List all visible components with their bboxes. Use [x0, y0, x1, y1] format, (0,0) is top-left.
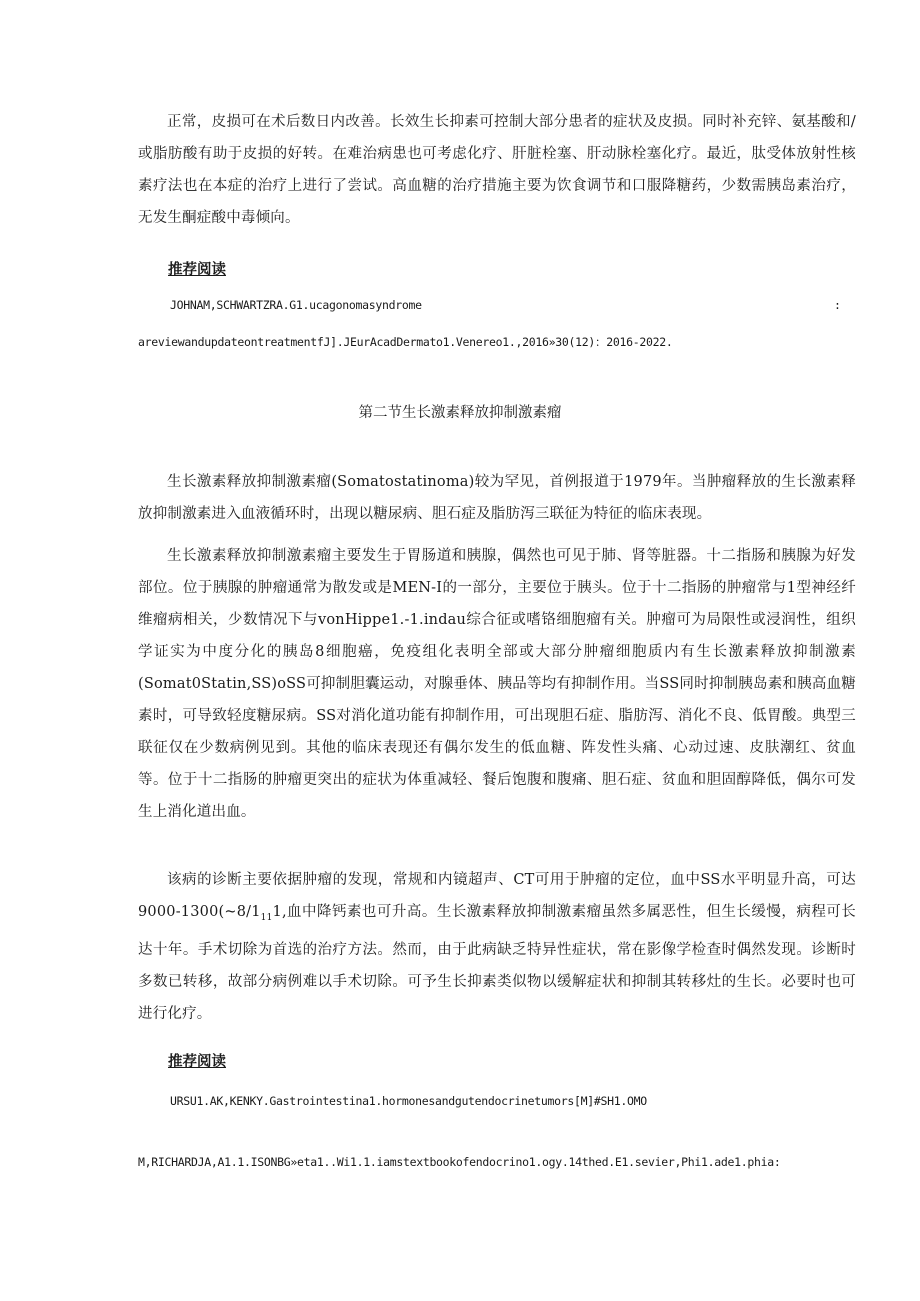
reference-2-line-1: URSU1.AK,KENKY.Gastrointestina1.hormonesandgutendocrinetumors[M]#SH1.OMO [170, 1094, 647, 1108]
paragraph-diagnosis-subscript: 11 [260, 912, 273, 923]
paragraph-diagnosis [138, 864, 856, 1030]
reference-1-line-1: JOHNAM,SCHWARTZRA.G1.ucagonomasyndrome [170, 298, 422, 312]
paragraph-diagnosis-part-b: 1,血中降钙素也可升高。生长激素释放抑制激素瘤虽然多属恶性，但生长缓慢，病程可长达十年。手术切除为首选的治疗方法。然而，由于此病缺乏特异性症状，常在影像学检查时偶然发现。诊断时多数已转移，故部分病例难以手术切除。可予生长抑素类似物以缓解症状和抑制其转移灶的生长。必要时也可进行化疗。 [138, 904, 856, 1022]
paragraph-pathology: 生长激素释放抑制激素瘤主要发生于胃肠道和胰腺，偶然也可见于肺、肾等脏器。十二指肠和胰腺为好发部位。位于胰腺的肿瘤通常为散发或是MEN-I的一部分，主要位于胰头。位于十二指肠的肿瘤常与1型神经纤维瘤病相关，少数情况下与vonHippe1.-1.indau综合征或嗜铬细胞瘤有关。肿瘤可为局限性或浸润性，组织学证实为中度分化的胰岛8细胞癌，免疫组化表明全部或大部分肿瘤细胞质内有生长激素释放抑制激素(Somat0Statin,SS)oSS可抑制胆囊运动，对腺垂体、胰品等均有抑制作用。当SS同时抑制胰岛素和胰高血糖素时，可导致轻度糖尿病。SS对消化道功能有抑制作用，可出现胆石症、脂肪泻、消化不良、低胃酸。典型三联征仅在少数病例见到。其他的临床表现还有偶尔发生的低血糖、阵发性头痛、心动过速、皮肤潮红、贫血等。位于十二指肠的肿瘤更突出的症状为体重减轻、餐后饱腹和腹痛、胆石症、贫血和胆固醇降低，偶尔可发生上消化道出血。 [138, 548, 856, 820]
reference-1-line-2: areviewandupdateontreatmentfJ].JEurAcadDermato1.Venereo1.,2016»30(12)：2016-2022. [138, 335, 673, 349]
paragraph-intro: 生长激素释放抑制激素瘤(Somatostatinoma)较为罕见，首例报道于1979年。当肿瘤释放的生长激素释放抑制激素进入血液循环时，出现以糖尿病、胆石症及脂肪泻三联征为特征的临床表现。 [138, 474, 856, 522]
recommended-reading-heading-2: 推荐阅读 [168, 1053, 226, 1070]
recommended-reading-heading-1: 推荐阅读 [168, 261, 226, 278]
paragraph-treatment: 正常，皮损可在术后数日内改善。长效生长抑素可控制大部分患者的症状及皮损。同时补充锌、氨基酸和/或脂肪酸有助于皮损的好转。在难治病患也可考虑化疗、肝脏栓塞、肝动脉栓塞化疗。最近，肽受体放射性核素疗法也在本症的治疗上进行了尝试。高血糖的治疗措施主要为饮食调节和口服降糖药，少数需胰岛素治疗，无发生酮症酸中毒倾向。 [138, 114, 856, 226]
paragraph-diagnosis-part-a: 该病的诊断主要依据肿瘤的发现，常规和内镜超声、CT可用于肿瘤的定位，血中SS水平明显升高，可达9000-1300(~8/1 [138, 872, 856, 920]
section-title: 第二节生长激素释放抑制激素瘤 [358, 405, 562, 421]
reference-1-colon: : [834, 298, 841, 312]
reference-2-line-2: M,RICHARDJA,A1.1.ISONBG»eta1..Wi1.1.iamstextbookofendocrino1.ogy.14thed.E1.sevier,Phi1.ade1.phia: [138, 1155, 781, 1169]
